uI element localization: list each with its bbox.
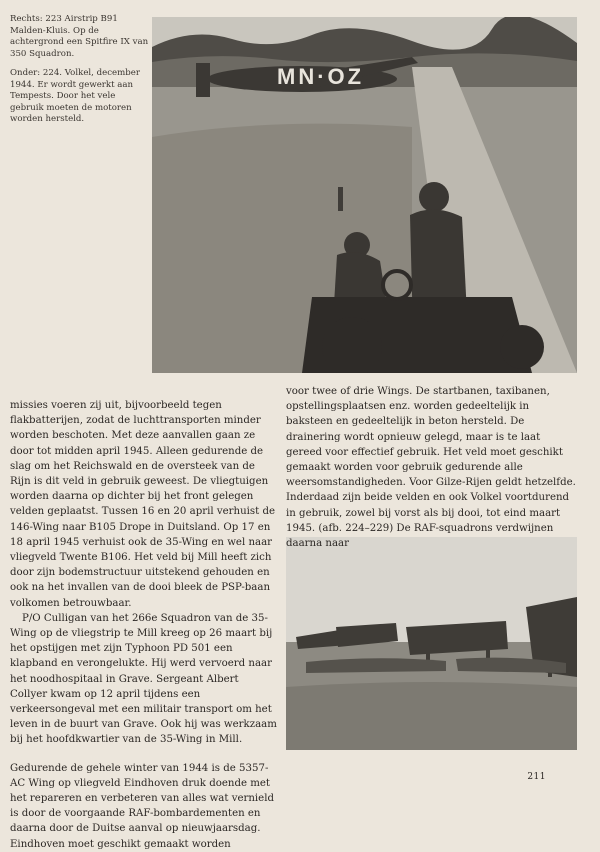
photo-airstrip-illustration <box>152 17 577 373</box>
text-column-left <box>10 398 278 852</box>
photo-volkel-tempests <box>286 537 577 750</box>
caption-top-photo: Rechts: 223 Airstrip B91 Malden-Kluis. Op de achtergrond een Spitfire IX van 350 Squadron. <box>10 14 149 59</box>
paragraph-left-1: missies voeren zij uit, bijvoorbeeld tegen flakbatterijen, zodat de luchttransporten minder worden beschoten. Met deze aanvallen gaan ze door tot midden april 1945. Alleen gedurende de slag om het Reichswald en de oversteek van de Rijn is dit veld in gebruik geweest. De vliegtuigen worden daarna op dichter bij het front gelegen velden geplaatst. Tussen 16 en 20 april verhuist de 146-Wing naar B105 Drope in Duitsland. Op 17 en 18 april 1945 verhuist ook de 35-Wing en wel naar vliegveld Twente B106. Het veld bij Mill heeft zich door zijn bodemstructuur uitstekend gehouden en ook na het invallen van de dooi bleek de PSP-baan volkomen betrouwbaar. <box>10 400 275 609</box>
page-number: 211 <box>527 772 546 782</box>
paragraph-right-1: voor twee of drie Wings. De startbanen, taxibanen, opstellingsplaatsen enz. worden gedeeltelijk in baksteen en gedeeltelijk in beton hersteld. De drainering wordt opnieuw gelegd, maar is te laat gereed voor effectief gebruik. Het veld moet geschikt gemaakt worden voor gebruik gedurende alle weersomstandigheden. Voor Gilze-Rijen geldt hetzelfde. Inderdaad zijn beide velden en ook Volkel voortdurend in gebruik, zowel bij vorst als bij dooi, tot eind maart 1945. (afb. 224–229) De RAF-squadrons verdwijnen daarna naar <box>286 386 576 550</box>
paragraph-left-2: P/O Culligan van het 266e Squadron van de 35-Wing op de vliegstrip te Mill kreeg op 26 maart bij het opstijgen met zijn Typhoon PD 501 een klapband en verongelukte. Hij werd vervoerd naar het noodhospitaal in Grave. Sergeant Albert Collyer kwam op 12 april tijdens een verkeersongeval met een militair transport om het leven in de buurt van Grave. Ook hij was werkzaam bij het hoofdkwartier van de 35-Wing in Mill. <box>10 612 277 746</box>
photo-airstrip-spitfire <box>152 17 577 373</box>
photo-tempests-illustration <box>286 537 577 750</box>
text-column-right <box>286 384 578 551</box>
caption-bottom-photo: Onder: 224. Volkel, december 1944. Er wordt gewerkt aan Tempests. Door het vele gebruik moeten de motoren worden hersteld. <box>10 68 140 125</box>
aircraft-code: MN·OZ <box>277 64 365 89</box>
paragraph-left-3: Gedurende de gehele winter van 1944 is de 5357-AC Wing op vliegveld Eindhoven druk doende met het repareren en verbeteren van alles wat vernield is door de voorgaande RAF-bombardementen en daarna door de Duitse aanval op nieuwjaarsdag. Eindhoven moet geschikt gemaakt worden <box>10 762 274 850</box>
